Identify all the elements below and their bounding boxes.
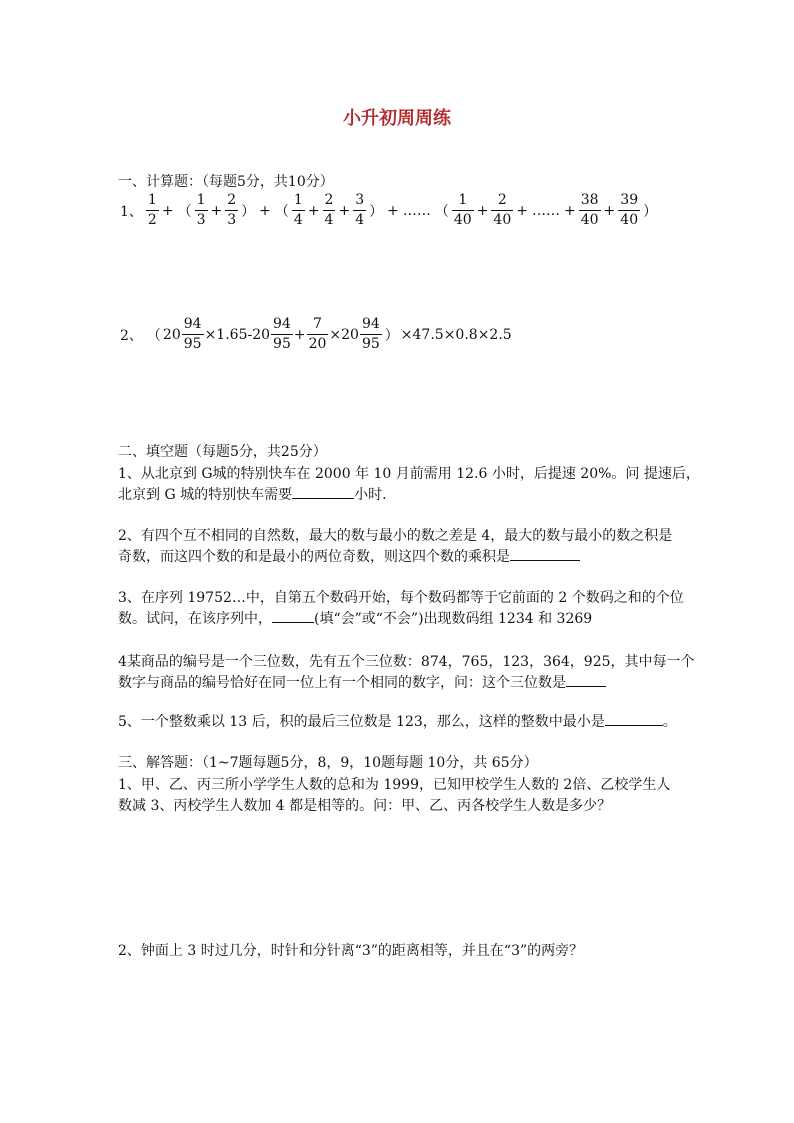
fraction: $\frac{94}{95}$ bbox=[183, 316, 202, 352]
paren: （ bbox=[146, 327, 161, 344]
section-3-question-1-line-1: 1、甲、乙、丙三所小学学生人数的总和为 1999，已知甲校学生人数的 2倍、乙校学生人 bbox=[118, 777, 671, 793]
fraction: $\frac{2}{40}$ bbox=[493, 192, 512, 228]
section-2-question-1-line-1: 1、从北京到 G城的特别快车在 2000 年 10 月前需用 12.6 小时，后提速 20%。问 提速后， bbox=[118, 466, 700, 482]
section-2-question-4-line-1: 4某商品的编号是一个三位数，先有五个三位数：874，765，123，364，925，其中每一个 bbox=[118, 654, 695, 670]
plus-sign: + bbox=[259, 202, 271, 219]
plus-sign: + bbox=[563, 202, 576, 219]
section-1-heading: 一、计算题：（每题5分，共10分） bbox=[118, 174, 334, 190]
plus-sign: + bbox=[603, 202, 616, 219]
plus-sign: + bbox=[476, 202, 489, 219]
fraction: $\frac{39}{40}$ bbox=[620, 192, 639, 228]
plus-sign: + bbox=[307, 202, 320, 219]
text: (填“会”或“不会”)出现数码组 1234 和 3269 bbox=[314, 611, 593, 627]
paren: ） bbox=[241, 203, 256, 220]
answer-blank bbox=[272, 610, 314, 623]
plus-sign: + bbox=[338, 202, 351, 219]
section-2-question-3-line-2 bbox=[118, 608, 592, 628]
question-number: 2、 bbox=[120, 327, 143, 344]
plus-sign: + bbox=[293, 326, 306, 343]
fraction: $\frac{38}{40}$ bbox=[580, 192, 599, 228]
ellipsis: …… bbox=[531, 202, 560, 219]
fraction: $\frac{1}{3}$ bbox=[196, 192, 206, 228]
fraction: $\frac{2}{3}$ bbox=[227, 192, 237, 228]
paren: ） bbox=[384, 327, 399, 344]
section-2-question-3-line-1: 3、在序列 19752…中，自第五个数码开始，每个数码都等于它前面的 2 个数码之和的个位 bbox=[118, 590, 684, 606]
answer-blank bbox=[566, 674, 606, 687]
paren: ） bbox=[369, 203, 384, 220]
fraction: $\frac{94}{95}$ bbox=[273, 316, 291, 352]
fraction: $\frac{2}{4}$ bbox=[324, 192, 334, 228]
section-3-heading: 三、解答题：（1~7题每题5分，8，9，10题每题 10分，共 65分） bbox=[118, 755, 538, 771]
fraction: $\frac{1}{4}$ bbox=[293, 192, 303, 228]
plus-sign: + bbox=[161, 202, 174, 219]
text: 。 bbox=[662, 714, 677, 730]
section-1-question-1 bbox=[118, 192, 659, 229]
plus-sign: + bbox=[387, 202, 399, 219]
ellipsis: …… bbox=[402, 202, 431, 219]
paren: （ bbox=[274, 203, 289, 220]
text: 小时. bbox=[354, 487, 387, 503]
page-title: 小升初周周练 bbox=[343, 108, 451, 129]
expression-text: ×20 bbox=[329, 326, 359, 343]
expression-text: ×47.5×0.8×2.5 bbox=[400, 326, 512, 343]
section-2-question-2-line-2 bbox=[118, 546, 580, 566]
answer-blank bbox=[605, 713, 663, 726]
paren: ） bbox=[643, 203, 658, 220]
section-2-heading: 二、填空题（每题5分，共25分） bbox=[118, 444, 327, 460]
answer-blank bbox=[510, 548, 580, 561]
fraction: $\frac{3}{4}$ bbox=[355, 192, 365, 228]
section-2-question-4-line-2 bbox=[118, 672, 606, 692]
question-number: 1、 bbox=[120, 203, 143, 220]
plus-sign: + bbox=[516, 202, 528, 219]
text: 北京到 G 城的特别快车需要 bbox=[118, 487, 293, 503]
section-2-question-2-line-1: 2、有四个互不相同的自然数，最大的数与最小的数之差是 4，最大的数与最小的数之积是 bbox=[118, 528, 673, 544]
text: 奇数，而这四个数的和是最小的两位奇数，则这四个数的乘积是 bbox=[118, 549, 510, 565]
section-3-question-1-line-2: 数减 3、丙校学生人数加 4 都是相等的。问：甲、乙、丙各校学生人数是多少？ bbox=[118, 798, 612, 814]
text: 数。试问，在该序列中， bbox=[118, 611, 272, 627]
fraction: $\frac{1}{2}$ bbox=[147, 192, 157, 228]
text: 数字与商品的编号恰好在同一位上有一个相同的数字，问：这个三位数是 bbox=[118, 675, 566, 691]
paren: （ bbox=[434, 203, 449, 220]
whole-number: 20 bbox=[162, 326, 181, 343]
fraction: $\frac{1}{40}$ bbox=[453, 192, 472, 228]
expression-text: ×1.65-20 bbox=[204, 326, 271, 343]
fraction: $\frac{94}{95}$ bbox=[361, 316, 380, 352]
section-2-question-5 bbox=[118, 711, 677, 731]
section-1-question-2 bbox=[118, 316, 512, 353]
text: 5、一个整数乘以 13 后，积的最后三位数是 123，那么，这样的整数中最小是 bbox=[118, 714, 605, 730]
answer-blank bbox=[292, 486, 354, 499]
section-2-question-1-line-2 bbox=[118, 484, 387, 504]
fraction: $\frac{7}{20}$ bbox=[308, 316, 327, 352]
section-3-question-2: 2、钟面上 3 时过几分，时针和分针离“3”的距离相等，并且在“3”的两旁？ bbox=[118, 943, 584, 959]
paren: （ bbox=[177, 203, 192, 220]
plus-sign: + bbox=[210, 202, 223, 219]
